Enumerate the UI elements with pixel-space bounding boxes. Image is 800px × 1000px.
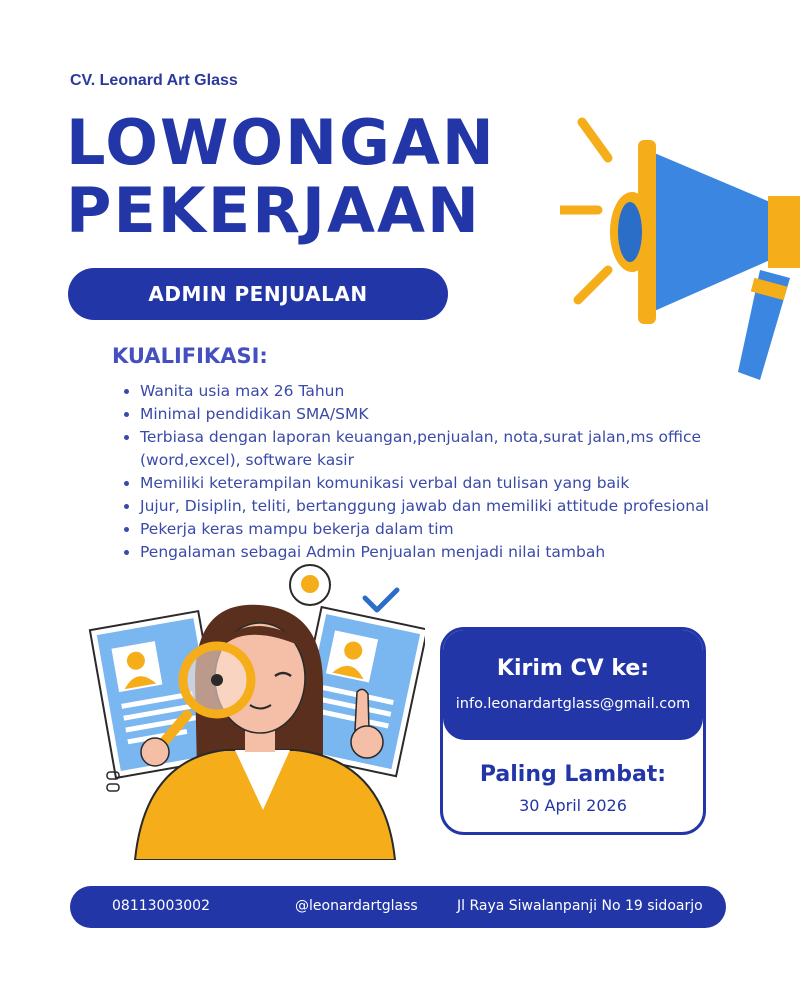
deadline-date: 30 April 2026 [519,796,627,815]
instagram-handle: @leonardartglass [295,898,418,914]
send-cv-title: Kirim CV ke: [496,656,650,681]
qualifications-title: KUALIFIKASI: [112,344,268,368]
chat-bubble-icon [290,565,330,605]
list-item: • Minimal pendidikan SMA/SMK [140,403,740,426]
company-name: CV. Leonard Art Glass [70,72,238,89]
qualifications-list [118,380,740,564]
address: Jl Raya Siwalanpanji No 19 sidoarjo [457,898,703,914]
headline-line-2: PEKERJAAN [66,174,481,247]
list-item: • Wanita usia max 26 Tahun [140,380,740,403]
recruiter-illustration [85,560,425,860]
email-address: info.leonardartglass@gmail.com [455,696,691,712]
checkmark-icon [365,590,397,610]
list-item: • Pekerja keras mampu bekerja dalam tim [140,518,740,541]
list-item: • Memiliki keterampilan komunikasi verbal dan tulisan yang baik [140,472,740,495]
position-badge: ADMIN PENJUALAN [68,268,448,320]
footer-bar [70,886,726,928]
phone-number: 08113003002 [112,898,210,914]
megaphone-icon [560,110,800,400]
list-item: • Terbiasa dengan laporan keuangan,penjualan, nota,surat jalan,ms office (word,excel), software kasir [140,426,740,472]
list-item: • Pengalaman sebagai Admin Penjualan menjadi nilai tambah [140,541,740,564]
contact-card [440,627,706,835]
list-item: • Jujur, Disiplin, teliti, bertanggung jawab dan memiliki attitude profesional [140,495,740,518]
deadline-title: Paling Lambat: [479,762,667,787]
headline-line-1: LOWONGAN [66,106,496,179]
send-cv-section [443,630,703,740]
